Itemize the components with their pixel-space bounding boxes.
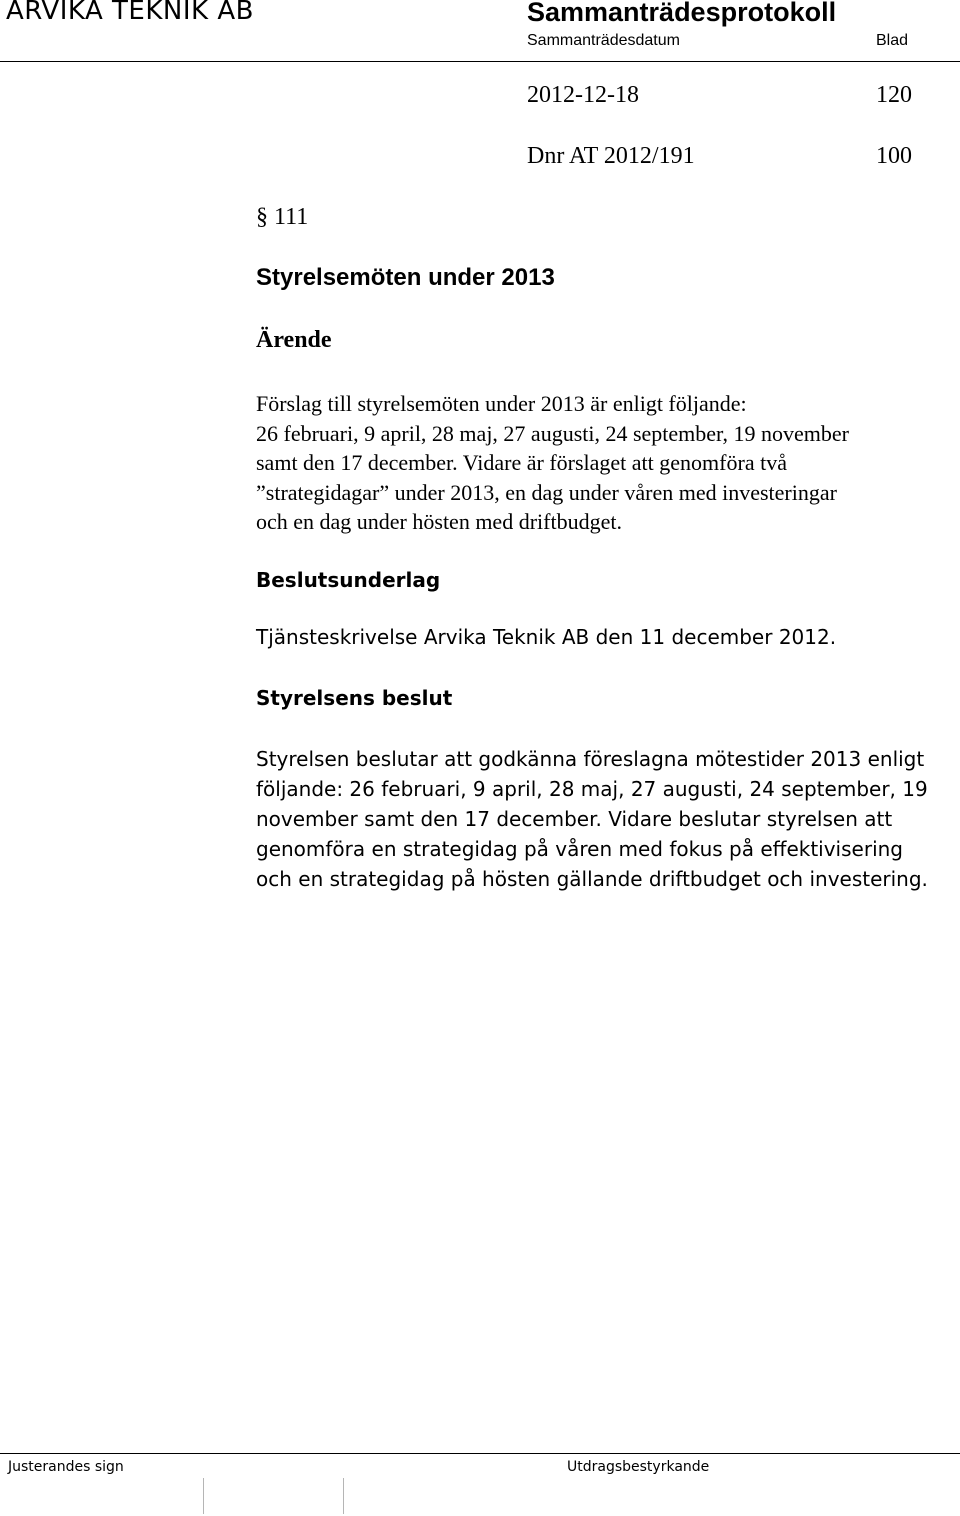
meeting-date-label: Sammanträdesdatum — [527, 32, 680, 49]
arende-line: samt den 17 december. Vidare är förslaget att genomföra två — [256, 450, 787, 476]
arende-line: Förslag till styrelsemöten under 2013 är enligt följande: — [256, 391, 747, 416]
document-title: Sammanträdesprotokoll — [527, 0, 837, 27]
beslutsunderlag-heading: Beslutsunderlag — [256, 568, 441, 592]
header-divider — [0, 61, 960, 62]
beslut-line: november samt den 17 december. Vidare beslutar styrelsen att — [256, 807, 893, 831]
arende-heading: Ärende — [256, 327, 332, 353]
reference-number: Dnr AT 2012/191 — [527, 143, 695, 169]
arende-line: ”strategidagar” under 2013, en dag under våren med investeringar — [256, 479, 837, 505]
justerandes-sign-label: Justerandes sign — [8, 1459, 124, 1475]
sheet-label: Blad — [876, 32, 909, 49]
reference-code: 100 — [876, 143, 912, 169]
arende-body — [256, 389, 956, 537]
beslut-line: genomföra en strategidag på våren med fokus på effektivisering — [256, 837, 903, 861]
beslut-line: Styrelsen beslutar att godkänna föreslagna mötestider 2013 enligt — [256, 747, 925, 771]
arende-line: 26 februari, 9 april, 28 maj, 27 augusti, 24 september, 19 november — [256, 420, 849, 446]
beslut-line: och en strategidag på hösten gällande driftbudget och investering. — [256, 867, 928, 891]
arende-line: och en dag under hösten med driftbudget. — [256, 509, 622, 535]
footer-divider — [0, 1453, 960, 1454]
meeting-date-value: 2012-12-18 — [527, 82, 639, 108]
signature-box-divider — [343, 1478, 344, 1514]
sheet-number: 120 — [876, 82, 912, 108]
section-title: Styrelsemöten under 2013 — [256, 264, 555, 291]
beslut-heading: Styrelsens beslut — [256, 686, 453, 710]
organization-name: ARVIKA TEKNIK AB — [6, 0, 254, 26]
beslut-line: följande: 26 februari, 9 april, 28 maj, 27 augusti, 24 september, 19 — [256, 777, 928, 801]
utdragsbestyrkande-label: Utdragsbestyrkande — [567, 1459, 710, 1475]
paragraph-number: § 111 — [256, 204, 309, 230]
signature-box-divider — [203, 1478, 204, 1514]
beslutsunderlag-text: Tjänsteskrivelse Arvika Teknik AB den 11 december 2012. — [256, 625, 837, 649]
beslut-body — [256, 744, 956, 894]
